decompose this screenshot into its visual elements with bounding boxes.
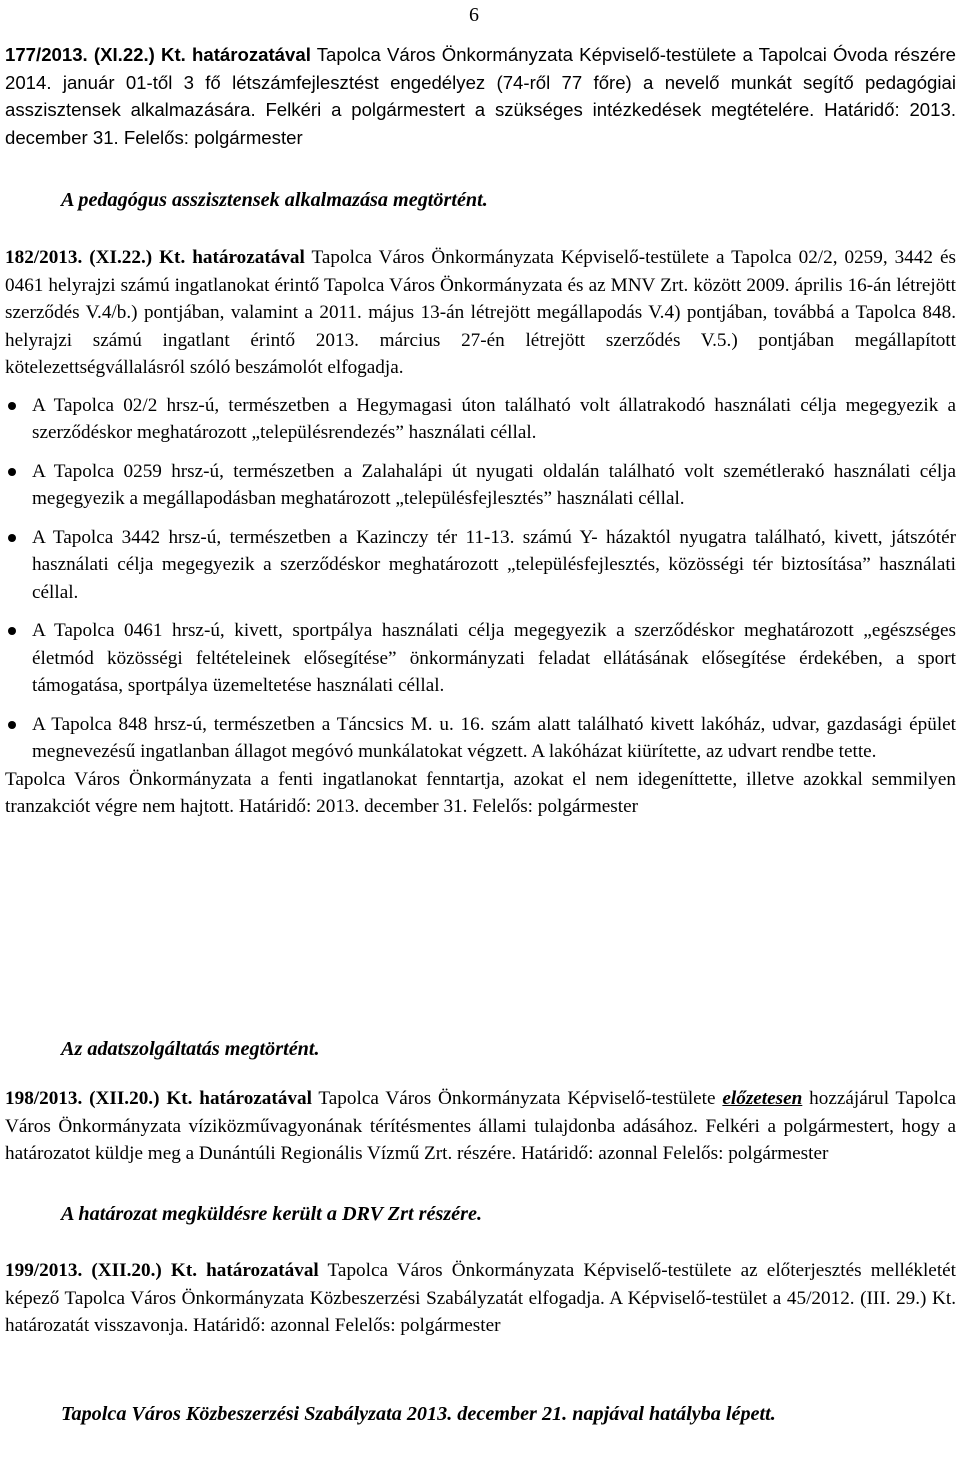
page-number: 6	[469, 4, 479, 26]
resolution-182-block	[5, 244, 956, 821]
property-item-3442: A Tapolca 3442 hrsz-ú, természetben a Kazinczy tér 11-13. számú Y- házaktól nyugatra található, kivett, játszótér használati célja megegyezik a szerződéskor meghatározott „településfejlesztés, közösségi tér biztosítása” használati céllal.	[5, 524, 956, 607]
resolution-198-body-start: Tapolca Város Önkormányzata Képviselő-testülete	[318, 1088, 716, 1109]
property-item-0461: A Tapolca 0461 hrsz-ú, kivett, sportpálya használati célja megegyezik a szerződéskor meghatározott „egészséges életmód közösségi feltételeinek elősegítése” önkormányzati feladat ellátásának elősegítése érdekében, a sport támogatása, sportpálya üzemeltetése használati céllal.	[5, 617, 956, 700]
resolution-198-reference: 198/2013. (XII.20.) Kt. határozatával	[5, 1088, 312, 1109]
resolution-177-result: A pedagógus asszisztensek alkalmazása megtörtént.	[61, 189, 488, 211]
resolution-199-body: Tapolca Város Önkormányzata Képviselő-testülete az előterjesztés mellékletét képező Tapolca Város Önkormányzata Közbeszerzési Szabályzatát elfogadja. A Képviselő-testület a 45/2012. (III. 29.) Kt. határozatát visszavonja. Határidő: azonnal Felelős: polgármester	[5, 1260, 956, 1336]
resolution-198-result: A határozat megküldésre került a DRV Zrt részére.	[61, 1203, 482, 1225]
property-list	[5, 392, 956, 766]
bullet-icon	[8, 402, 16, 410]
bullet-icon	[8, 534, 16, 542]
bullet-icon	[8, 468, 16, 476]
resolution-199-reference: 199/2013. (XII.20.) Kt. határozatával	[5, 1260, 319, 1281]
resolution-177-body: Tapolca Város Önkormányzata Képviselő-testülete a Tapolcai Óvoda részére 2014. január 01-től 3 fő létszámfejlesztést engedélyez (74-ről 77 főre) a nevelő munkát segítő pedagógiai asszisztensek alkalmazására. Felkéri a polgármestert a szükséges intézkedések megtételére. Határidő: 2013. december 31. Felelős: polgármester	[5, 44, 956, 148]
property-item-02-2: A Tapolca 02/2 hrsz-ú, természetben a Hegymagasi úton található volt állatrakodó használati célja megegyezik a szerződéskor meghatározott „településrendezés” használati céllal.	[5, 392, 956, 447]
resolution-182-result: Az adatszolgáltatás megtörtént.	[61, 1038, 320, 1060]
property-item-0259: A Tapolca 0259 hrsz-ú, természetben a Zalahalápi út nyugati oldalán található volt szemétlerakó használati célja megegyezik a megállapodásban meghatározott „településfejlesztés” használati céllal.	[5, 458, 956, 513]
resolution-198-emphasis: előzetesen	[722, 1088, 803, 1109]
resolution-177-reference: 177/2013. (XI.22.) Kt. határozatával	[5, 44, 311, 65]
resolution-199-paragraph	[5, 1257, 956, 1340]
resolution-177-paragraph	[5, 41, 956, 151]
resolution-182-body: Tapolca Város Önkormányzata Képviselő-testülete a Tapolca 02/2, 0259, 3442 és 0461 helyrajzi számú ingatlanokat érintő Tapolca Város Önkormányzata és az MNV Zrt. között 2009. április 16-án létrejött szerződés V.4/b.) pontjában, valamint a 2011. május 13-án létrejött megállapodás V.4) pontjában, továbbá a Tapolca 848. helyrajzi számú ingatlant érintő 2013. március 27-én létrejött szerződés V.5.) pontjában megállapított kötelezettségvállalásról szóló beszámolót elfogadja.	[5, 247, 956, 378]
property-item-848: A Tapolca 848 hrsz-ú, természetben a Táncsics M. u. 16. szám alatt található kivett lakóház, udvar, gazdasági épület megnevezésű ingatlanban állagot megóvó munkálatokat végzett. A lakóházat kiürítette, az udvart rendbe tette.	[5, 711, 956, 766]
resolution-182-reference: 182/2013. (XI.22.) Kt. határozatával	[5, 247, 305, 268]
resolution-198-paragraph	[5, 1085, 956, 1168]
bullet-icon	[8, 627, 16, 635]
resolution-198-body-end: hozzájárul Tapolca Város Önkormányzata víziközművagyonának térítésmentes állami tulajdonba adásához. Felkéri a polgármestert, hogy a határozatot küldje meg a Dunántúli Regionális Vízmű Zrt. részére. Határidő: azonnal Felelős: polgármester	[5, 1088, 956, 1164]
resolution-182-closing: Tapolca Város Önkormányzata a fenti ingatlanokat fenntartja, azokat el nem idegeníttette, illetve azokkal semmilyen tranzakciót végre nem hajtott. Határidő: 2013. december 31. Felelős: polgármester	[5, 768, 956, 817]
resolution-182-paragraph	[5, 244, 956, 382]
bullet-icon	[8, 721, 16, 729]
resolution-199-result: Tapolca Város Közbeszerzési Szabályzata 2013. december 21. napjával hatályba lépett.	[61, 1403, 776, 1425]
